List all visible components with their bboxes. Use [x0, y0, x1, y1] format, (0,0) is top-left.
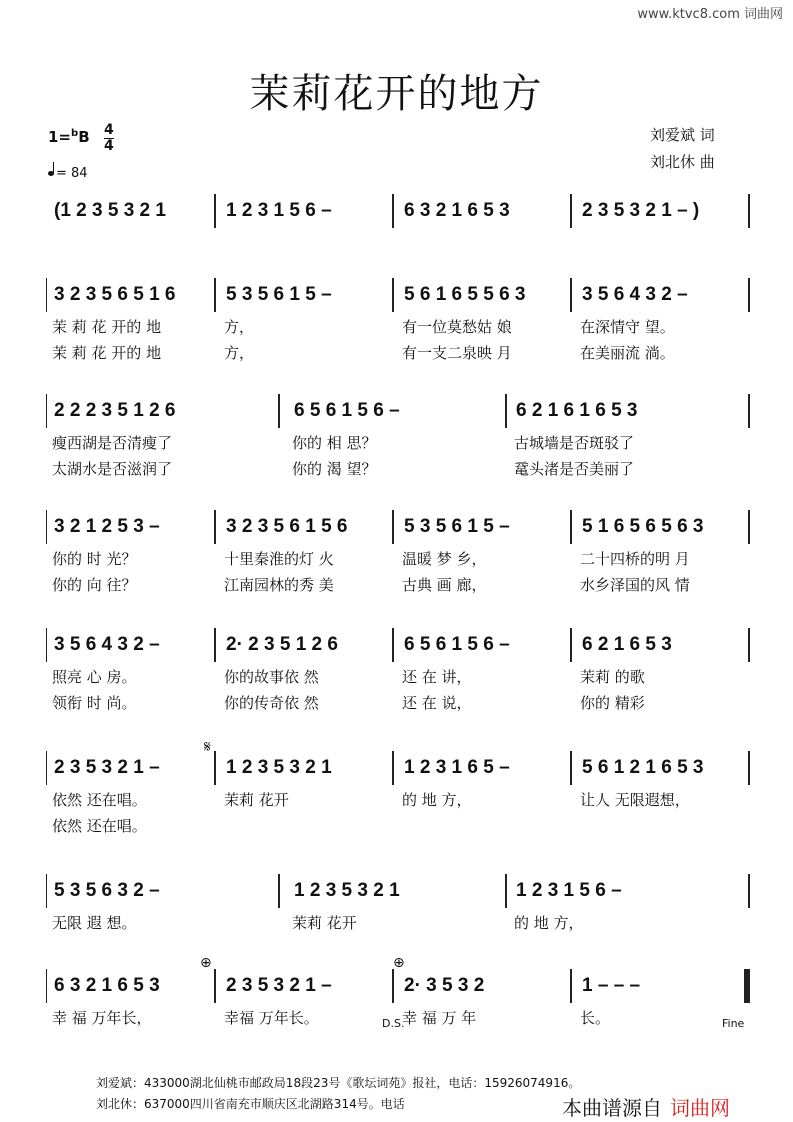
- lyric-verse-1: 茉 莉 花 开的 地: [52, 318, 162, 336]
- bar-line: [570, 628, 572, 662]
- measure-notes: 6 5 6 1 5 6 –: [294, 400, 400, 421]
- bar-line: [278, 874, 280, 908]
- bar-line: [392, 969, 394, 1003]
- lyric-verse-2: 依然 还在唱。: [52, 817, 147, 835]
- lyric-verse-1: 你的 时 光？: [52, 550, 137, 568]
- bar-line: [748, 194, 750, 228]
- bar-line: [748, 394, 750, 428]
- measure-notes: 2 3 5 3 2 1 – ): [582, 200, 700, 221]
- lyric-verse-1: 的 地 方，: [514, 914, 584, 932]
- lyric-verse-2: 茉 莉 花 开的 地: [52, 344, 162, 362]
- measure-notes: 5 3 5 6 3 2 –: [54, 880, 160, 901]
- measure-notes: 6 2 1 6 5 3: [582, 634, 672, 655]
- lyric-verse-2: 江南园林的秀 美: [224, 576, 334, 594]
- lyric-verse-1: 让人 无限遐想，: [580, 791, 690, 809]
- lyric-verse-1: 你的 相 思？: [292, 434, 377, 452]
- final-barline: [744, 969, 748, 1003]
- bar-line: [392, 628, 394, 662]
- bar-line: [570, 278, 572, 312]
- measure-notes: 2· 3 5 3 2: [404, 975, 485, 996]
- measure-notes: 2 3 5 3 2 1 –: [226, 975, 332, 996]
- bar-line: [505, 874, 507, 908]
- lyric-verse-1: 照亮 心 房。: [52, 668, 137, 686]
- measure-notes: 3 5 6 4 3 2 –: [54, 634, 160, 655]
- bar-line: [748, 510, 750, 544]
- lyric-verse-1: 古城墙是否斑驳了: [514, 434, 635, 452]
- bar-line: [392, 278, 394, 312]
- lyric-verse-2: 还 在 说，: [402, 694, 472, 712]
- song-title: 茉莉花开的地方: [249, 71, 544, 117]
- measure-notes: 2 3 5 3 2 1 –: [54, 757, 160, 778]
- measure-notes: 6 2 1 6 1 6 5 3: [516, 400, 638, 421]
- lyric-verse-1: 方，: [224, 318, 255, 336]
- measure-notes: 5 1 6 5 6 5 6 3: [582, 516, 704, 537]
- lyric-verse-1: 幸福 万年长。: [224, 1009, 319, 1027]
- measure-notes: 1 2 3 1 5 6 –: [516, 880, 622, 901]
- lyric-verse-1: 无限 遐 想。: [52, 914, 137, 932]
- measure-notes: 3 2 3 5 6 5 1 6: [54, 284, 176, 305]
- fine-mark: Fine: [722, 1017, 745, 1030]
- lyric-verse-1: 的 地 方，: [402, 791, 472, 809]
- lyric-verse-2: 领衔 时 尚。: [52, 694, 137, 712]
- bar-line: [46, 751, 47, 785]
- lyric-verse-2: 你的 渴 望？: [292, 460, 377, 478]
- credits: [650, 122, 715, 176]
- lyric-verse-1: 在深情守 望。: [580, 318, 675, 336]
- key-signature: 1=$^b$B: [48, 128, 90, 146]
- lyric-verse-2: 古典 画 廊，: [402, 576, 487, 594]
- bar-line: [748, 278, 750, 312]
- lyric-verse-1: 长。: [580, 1009, 611, 1027]
- lyric-verse-1: 茉莉 的歌: [580, 668, 645, 686]
- bar-line: [505, 394, 507, 428]
- measure-notes: 6 3 2 1 6 5 3: [404, 200, 510, 221]
- bar-line: [392, 510, 394, 544]
- bar-line: [46, 510, 47, 544]
- quarter-note-icon: [48, 171, 54, 176]
- segno-icon: 𝄋: [204, 737, 211, 756]
- measure-notes: 1 2 3 1 5 6 –: [226, 200, 332, 221]
- lyric-verse-1: 二十四桥的明 月: [580, 550, 690, 568]
- measure-notes: 1 – – –: [582, 975, 641, 996]
- lyric-verse-1: 十里秦淮的灯 火: [224, 550, 334, 568]
- bar-line: [748, 751, 750, 785]
- lyric-verse-1: 茉莉 花开: [292, 914, 357, 932]
- bar-line: [214, 194, 216, 228]
- measure-notes: 1 2 3 5 3 2 1: [294, 880, 400, 901]
- measure-notes: (1 2 3 5 3 2 1: [54, 200, 166, 221]
- footer-line-1: 刘爱斌：433000湖北仙桃市邮政局18段23号《歌坛词苑》报社，电话：15926074916。: [96, 1076, 581, 1090]
- bar-line: [46, 969, 47, 1003]
- watermark: www.ktvc8.com 词曲网: [637, 7, 783, 22]
- lyric-verse-2: 你的 精彩: [580, 694, 645, 712]
- lyric-verse-1: 茉莉 花开: [224, 791, 289, 809]
- lyric-verse-1: 幸 福 万 年: [402, 1009, 477, 1027]
- lyricist: 刘爱斌 词: [650, 126, 715, 144]
- lyric-verse-1: 幸 福 万年长，: [52, 1009, 152, 1027]
- bar-line: [748, 969, 750, 1003]
- bar-line: [214, 278, 216, 312]
- bar-line: [748, 628, 750, 662]
- bar-line: [570, 969, 572, 1003]
- measure-notes: 2 2 2 3 5 1 2 6: [54, 400, 176, 421]
- measure-notes: 5 6 1 6 5 5 6 3: [404, 284, 526, 305]
- coda-icon: ⊕: [200, 955, 212, 971]
- measure-notes: 5 3 5 6 1 5 –: [226, 284, 332, 305]
- bar-line: [46, 628, 47, 662]
- lyric-verse-1: 瘦西湖是否清瘦了: [52, 434, 173, 452]
- bar-line: [392, 751, 394, 785]
- bar-line: [214, 510, 216, 544]
- measure-notes: 6 5 6 1 5 6 –: [404, 634, 510, 655]
- measure-notes: 3 5 6 4 3 2 –: [582, 284, 688, 305]
- source-logo: 本曲谱源自 词曲网: [562, 1096, 730, 1120]
- coda-icon-2: ⊕: [393, 955, 405, 971]
- measure-notes: 2· 2 3 5 1 2 6: [226, 634, 338, 655]
- footer-line-2: 刘北休：637000四川省南充市顺庆区北湖路314号。电话: [96, 1097, 405, 1111]
- lyric-verse-2: 在美丽流 淌。: [580, 344, 675, 362]
- tempo-mark: = 84: [48, 166, 88, 181]
- lyric-verse-2: 有一支二泉映 月: [402, 344, 512, 362]
- lyric-verse-1: 你的故事依 然: [224, 668, 319, 686]
- lyric-verse-1: 依然 还在唱。: [52, 791, 147, 809]
- bar-line: [570, 510, 572, 544]
- ds-mark: D.S.: [382, 1017, 405, 1030]
- measure-notes: 3 2 3 5 6 1 5 6: [226, 516, 348, 537]
- measure-notes: 5 3 5 6 1 5 –: [404, 516, 510, 537]
- bar-line: [392, 194, 394, 228]
- bar-line: [214, 628, 216, 662]
- bar-line: [278, 394, 280, 428]
- lyric-verse-1: 温暖 梦 乡，: [402, 550, 487, 568]
- bar-line: [214, 751, 216, 785]
- bar-line: [46, 874, 47, 908]
- lyric-verse-2: 水乡泽国的风 情: [580, 576, 690, 594]
- lyric-verse-1: 有一位莫愁姑 娘: [402, 318, 512, 336]
- composer: 刘北休 曲: [650, 153, 715, 171]
- bar-line: [46, 278, 47, 312]
- lyric-verse-2: 你的传奇依 然: [224, 694, 319, 712]
- bar-line: [570, 194, 572, 228]
- bar-line: [214, 969, 216, 1003]
- lyric-verse-2: 鼋头渚是否美丽了: [514, 460, 635, 478]
- bar-line: [748, 874, 750, 908]
- measure-notes: 1 2 3 5 3 2 1: [226, 757, 332, 778]
- lyric-verse-1: 还 在 讲，: [402, 668, 472, 686]
- bar-line: [570, 751, 572, 785]
- measure-notes: 3 2 1 2 5 3 –: [54, 516, 160, 537]
- lyric-verse-2: 你的 向 往？: [52, 576, 137, 594]
- time-signature: 4 4: [104, 122, 114, 154]
- lyric-verse-2: 太湖水是否滋润了: [52, 460, 173, 478]
- measure-notes: 6 3 2 1 6 5 3: [54, 975, 160, 996]
- bar-line: [46, 394, 47, 428]
- measure-notes: 1 2 3 1 6 5 –: [404, 757, 510, 778]
- measure-notes: 5 6 1 2 1 6 5 3: [582, 757, 704, 778]
- lyric-verse-2: 方，: [224, 344, 255, 362]
